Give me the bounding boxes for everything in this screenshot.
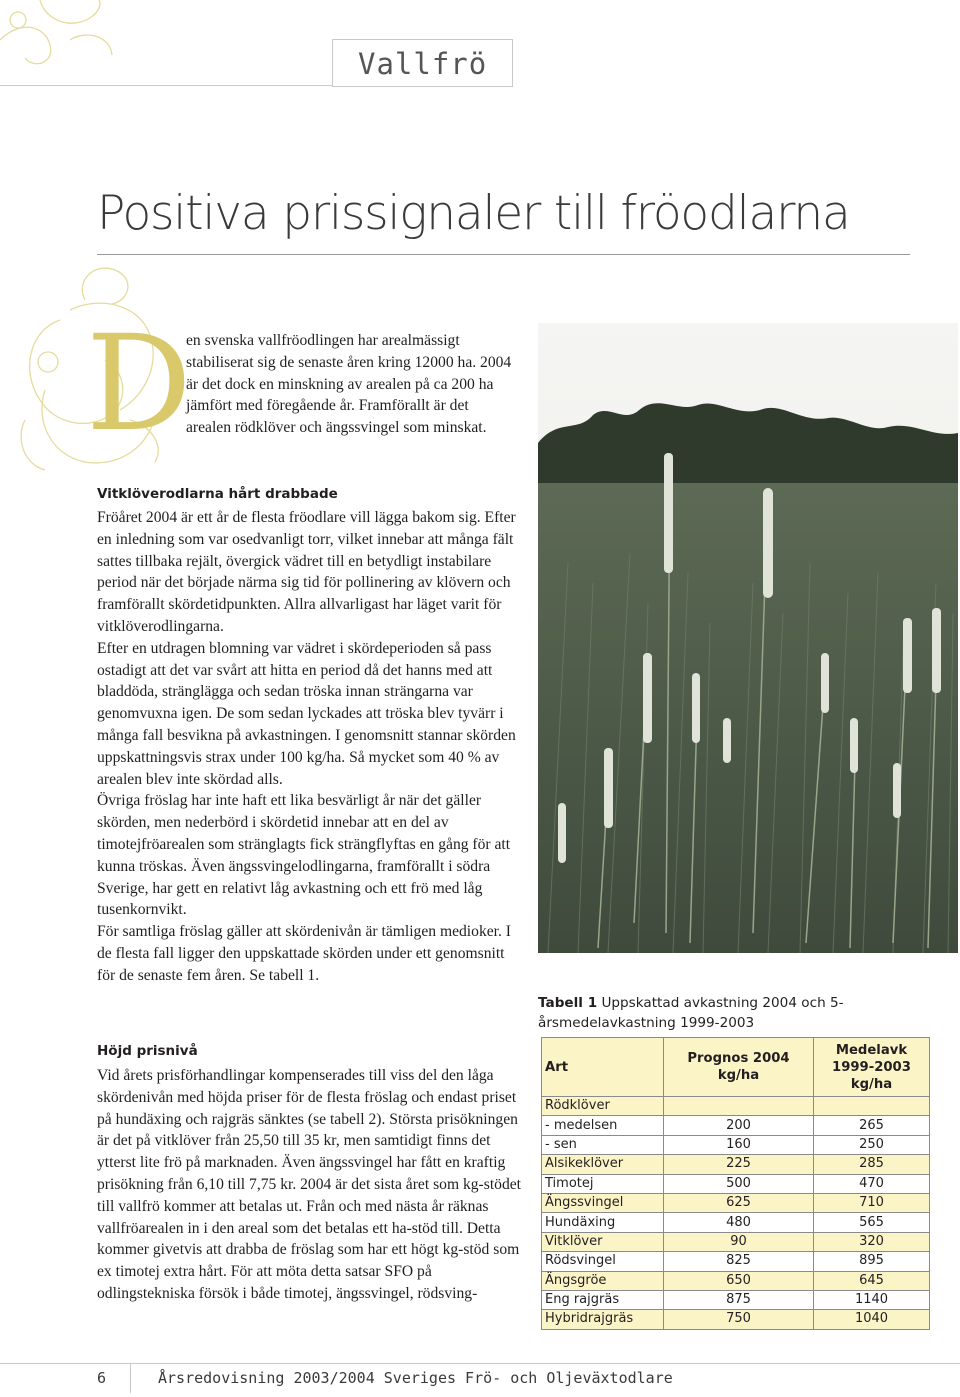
cell-prognos: 90	[664, 1232, 814, 1251]
table-row	[542, 1116, 930, 1135]
cell-medelavk: 645	[813, 1271, 929, 1290]
cell-prognos: 650	[664, 1271, 814, 1290]
table-row	[542, 1193, 930, 1212]
section-title: Vallfrö	[358, 47, 488, 81]
section-heading: Höjd prisnivå	[97, 1043, 198, 1059]
table-row	[542, 1213, 930, 1232]
grass-field-photo	[538, 323, 958, 953]
cell-species: Eng rajgräs	[542, 1290, 664, 1309]
cell-prognos: 500	[664, 1174, 814, 1193]
table-row	[542, 1135, 930, 1154]
intro-paragraph: en svenska vallfröodlingen har arealmässigt stabiliserat sig de senaste åren kring 12000 ha. 2004 är det dock en minskning av arealen på ca 200 ha jämfört med föregående år. Framförallt är det arealen rödklöver och ängssvingel som minskat.	[186, 332, 512, 437]
cell-medelavk	[813, 1097, 929, 1116]
cell-prognos: 825	[664, 1252, 814, 1271]
table-row	[542, 1271, 930, 1290]
drop-cap: D	[86, 307, 192, 461]
header-prognos: Prognos 2004 kg/ha	[664, 1038, 814, 1097]
page-number: 6	[97, 1369, 107, 1387]
body-paragraph: Fröåret 2004 är ett år de flesta fröodlare vill lägga bakom sig. Efter en inledning som var osedvanligt torr, vilket innebar att många fält sattes tillbaka rejält, övergick vädret till en betydligt instabilare period när det började närma sig tid för pollinering av klövern och framförallt skördetidpunkten. Allra allvarligast har läget varit för vitklöverodlingarna.	[97, 509, 516, 635]
table-row	[542, 1232, 930, 1251]
footer-rule	[0, 1363, 960, 1364]
header-medelavk: Medelavk 1999-2003 kg/ha	[813, 1038, 929, 1097]
cell-medelavk: 565	[813, 1213, 929, 1232]
cell-prognos	[664, 1097, 814, 1116]
cell-prognos: 750	[664, 1310, 814, 1329]
body-paragraph: För samtliga fröslag gäller att skördenivån är tämligen medioker. I de flesta fall ligger den uppskattade skörden under ett genomsnitt för de senaste fem åren. Se tabell 1.	[97, 923, 511, 984]
table-row	[542, 1174, 930, 1193]
cell-medelavk: 895	[813, 1252, 929, 1271]
body-paragraph: Efter en utdragen blomning var vädret i skördeperioden så pass ostadigt att det var svårt att hitta en period då det hanns med att bladdöda, stränglägga och sedan tröska innan strängarna var genomvuxna igen. De som sedan lyckades att tröska blev tyvärr i många fall besvikna på avkastningen. I genomsnitt stannar skörden uppskattningsvis strax under 100 kg/ha. Så mycket som 40 % av arealen blev inte skördad alls.	[97, 639, 516, 788]
cell-species: Timotej	[542, 1174, 664, 1193]
header-art: Art	[542, 1038, 664, 1097]
table-row	[542, 1097, 930, 1116]
caption-label: Tabell 1	[538, 995, 598, 1011]
footer-divider	[130, 1363, 131, 1393]
body-paragraph: Övriga fröslag har inte haft ett lika besvärligt år när det gäller skörden, men nederbörd i skördetid innebar att en del av timotejfröarealen som stränglagts fick strängflyftas en gång för att kunna tröskas. Även ängssvingelodlingarna, framförallt i södra Sverige, har gett en relativt låg avkastning och ett frö med låg tusenkornvikt.	[97, 792, 511, 919]
table-row	[542, 1310, 930, 1329]
cell-prognos: 225	[664, 1155, 814, 1174]
cell-species: Ängsgröe	[542, 1271, 664, 1290]
section-heading: Vitklöverodlarna hårt drabbade	[97, 486, 338, 502]
cell-species: - sen	[542, 1135, 664, 1154]
header-rule	[0, 85, 332, 86]
article-headline: Positiva prissignaler till fröodlarna	[97, 186, 850, 241]
section-body	[97, 507, 521, 987]
cell-prognos: 875	[664, 1290, 814, 1309]
table-header-row	[542, 1038, 930, 1097]
table-row	[542, 1290, 930, 1309]
caption-text: Uppskattad avkastning 2004 och 5-årsmedelavkastning 1999-2003	[538, 995, 844, 1031]
cell-medelavk: 1140	[813, 1290, 929, 1309]
cell-species: Alsikeklöver	[542, 1155, 664, 1174]
headline-rule	[97, 254, 910, 255]
cell-species: Rödklöver	[542, 1097, 664, 1116]
cell-species: - medelsen	[542, 1116, 664, 1135]
yield-table	[541, 1037, 930, 1330]
corner-swirl-icon	[0, 0, 130, 70]
cell-medelavk: 265	[813, 1116, 929, 1135]
section-body	[97, 1065, 521, 1305]
cell-medelavk: 250	[813, 1135, 929, 1154]
cell-medelavk: 285	[813, 1155, 929, 1174]
table-row	[542, 1252, 930, 1271]
cell-species: Hundäxing	[542, 1213, 664, 1232]
cell-species: Vitklöver	[542, 1232, 664, 1251]
cell-medelavk: 470	[813, 1174, 929, 1193]
cell-medelavk: 320	[813, 1232, 929, 1251]
body-paragraph: Vid årets prisförhandlingar kompenserades till viss del den låga skördenivån med höjda priser för de flesta fröslag och endast priset på hundäxing och rajgräs sänktes (se tabell 2). Största prisökningen är det på vitklöver från 25,50 till 35 kr, men samtidigt finns det ytterst lite frö på marknaden. Även ängssvingel har fått en kraftig prisökning från 6,10 till 7,75 kr. 2004 är det sista året som kg-stödet till vallfrö kommer att betalas ut. Från och med nästa år räknas vallfröarealen in i den areal som det betalas ett ha-stöd till. Detta kommer givetvis att drabba de fröslag som har ett högt kg-stöd som ex timotej extra hårt. För att möta detta satsar SFO på odlingstekniska försök i både timotej, ängssvingel, rödsving-	[97, 1067, 522, 1302]
cell-prognos: 200	[664, 1116, 814, 1135]
table-row	[542, 1155, 930, 1174]
grass-field-photo-icon	[538, 323, 958, 953]
cell-species: Ängssvingel	[542, 1193, 664, 1212]
cell-prognos: 480	[664, 1213, 814, 1232]
cell-medelavk: 1040	[813, 1310, 929, 1329]
cell-prognos: 160	[664, 1135, 814, 1154]
table-caption	[538, 993, 958, 1033]
cell-medelavk: 710	[813, 1193, 929, 1212]
cell-prognos: 625	[664, 1193, 814, 1212]
cell-species: Hybridrajgräs	[542, 1310, 664, 1329]
cell-species: Rödsvingel	[542, 1252, 664, 1271]
publication-title: Årsredovisning 2003/2004 Sveriges Frö- och Oljeväxtodlare	[158, 1369, 673, 1387]
